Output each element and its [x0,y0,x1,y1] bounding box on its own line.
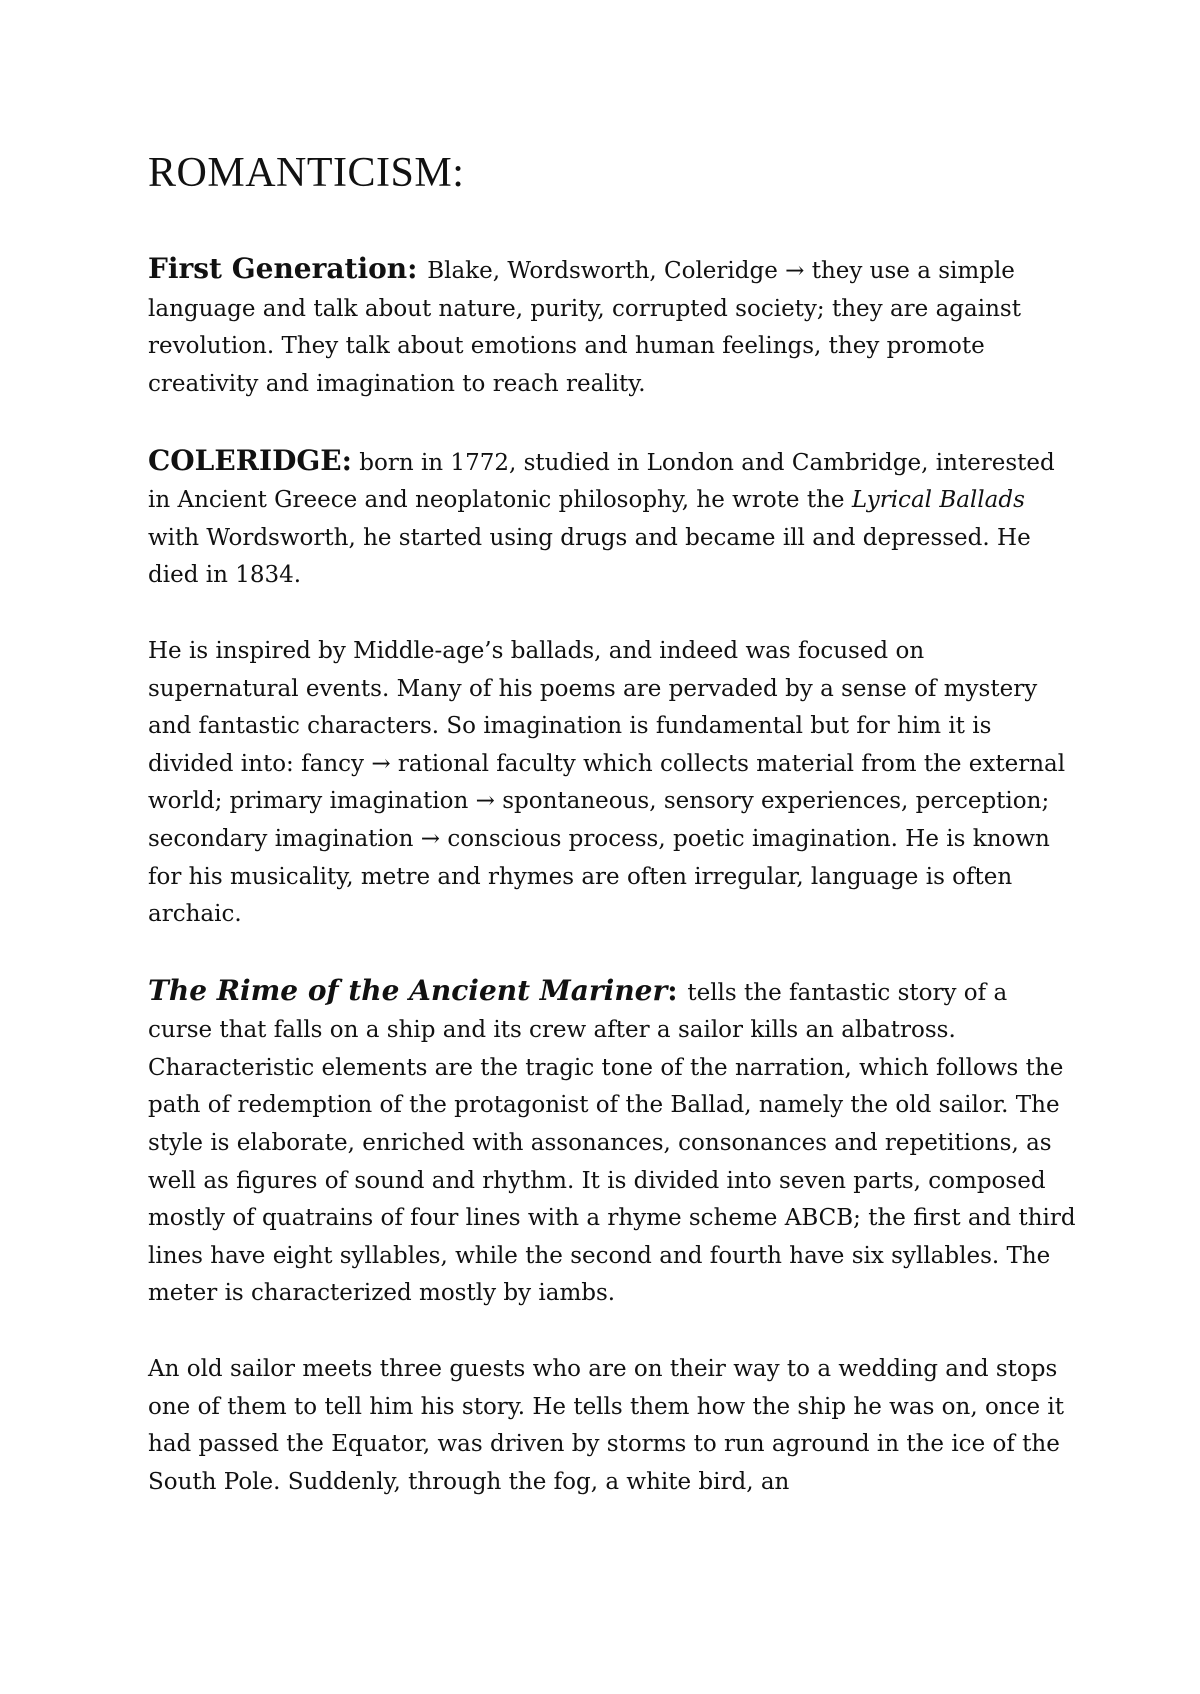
coleridge-heading: COLERIDGE: [148,443,352,477]
first-generation-heading: First Generation [148,252,408,286]
lyrical-ballads-title: Lyrical Ballads [851,487,1025,514]
coleridge-text-after: with Wordsworth, he started using drugs and became ill and depressed. He died in 1834. [148,524,1031,589]
document-body [148,150,1078,1539]
paragraph-rime [148,972,1078,1313]
paragraph-coleridge [148,442,1078,595]
paragraph-plot: An old sailor meets three guests who are on their way to a wedding and stops one of them to tell him his story. He tells them how the ship he was on, once it had passed the Equator, was driven by storms to run aground in the ice of the South Pole. Suddenly, through the fog, a white bird, an [148,1356,1065,1495]
rime-colon: : [667,973,688,1007]
paragraph-first-generation [148,250,1078,403]
rime-text: tells the fantastic story of a curse that falls on a ship and its crew after a sailor kills an albatross. Characteristic elements are the tragic tone of the narration, which follows the path of redemption of the protagonist of the Ballad, namely the old sailor. The style is elaborate, enriched with assonances, consonances and repetitions, as well as figures of sound and rhythm. It is divided into seven parts, composed mostly of quatrains of four lines with a rhyme scheme ABCB; the first and third lines have eight syllables, while the second and fourth have six syllables. The meter is characterized mostly by iambs. [148,979,1076,1307]
paragraph-imagination: He is inspired by Middle-age’s ballads, and indeed was focused on supernatural events. Many of his poems are pervaded by a sense of mystery and fantastic characters. So imagination is fundamental but for him it is divided into: fancy → rational faculty which collects material from the external world; primary imagination → spontaneous, sensory experiences, perception; secondary imagination → conscious process, poetic imagination. He is known for his musicality, metre and rhymes are often irregular, language is often archaic. [148,637,1066,928]
coleridge-text-before: born in 1772, studied in London and Cambridge, interested in Ancient Greece and neoplatonic philosophy, he wrote the [148,449,1055,514]
page-title: ROMANTICISM: [148,150,465,196]
first-generation-colon: : [407,252,428,286]
first-generation-text: Blake, Wordsworth, Coleridge → they use a simple language and talk about nature, purity, corrupted society; they are against revolution. They talk about emotions and human feelings, they promote creativity and imagination to reach reality. [148,258,1021,397]
rime-heading: The Rime of the Ancient Mariner [148,973,668,1007]
